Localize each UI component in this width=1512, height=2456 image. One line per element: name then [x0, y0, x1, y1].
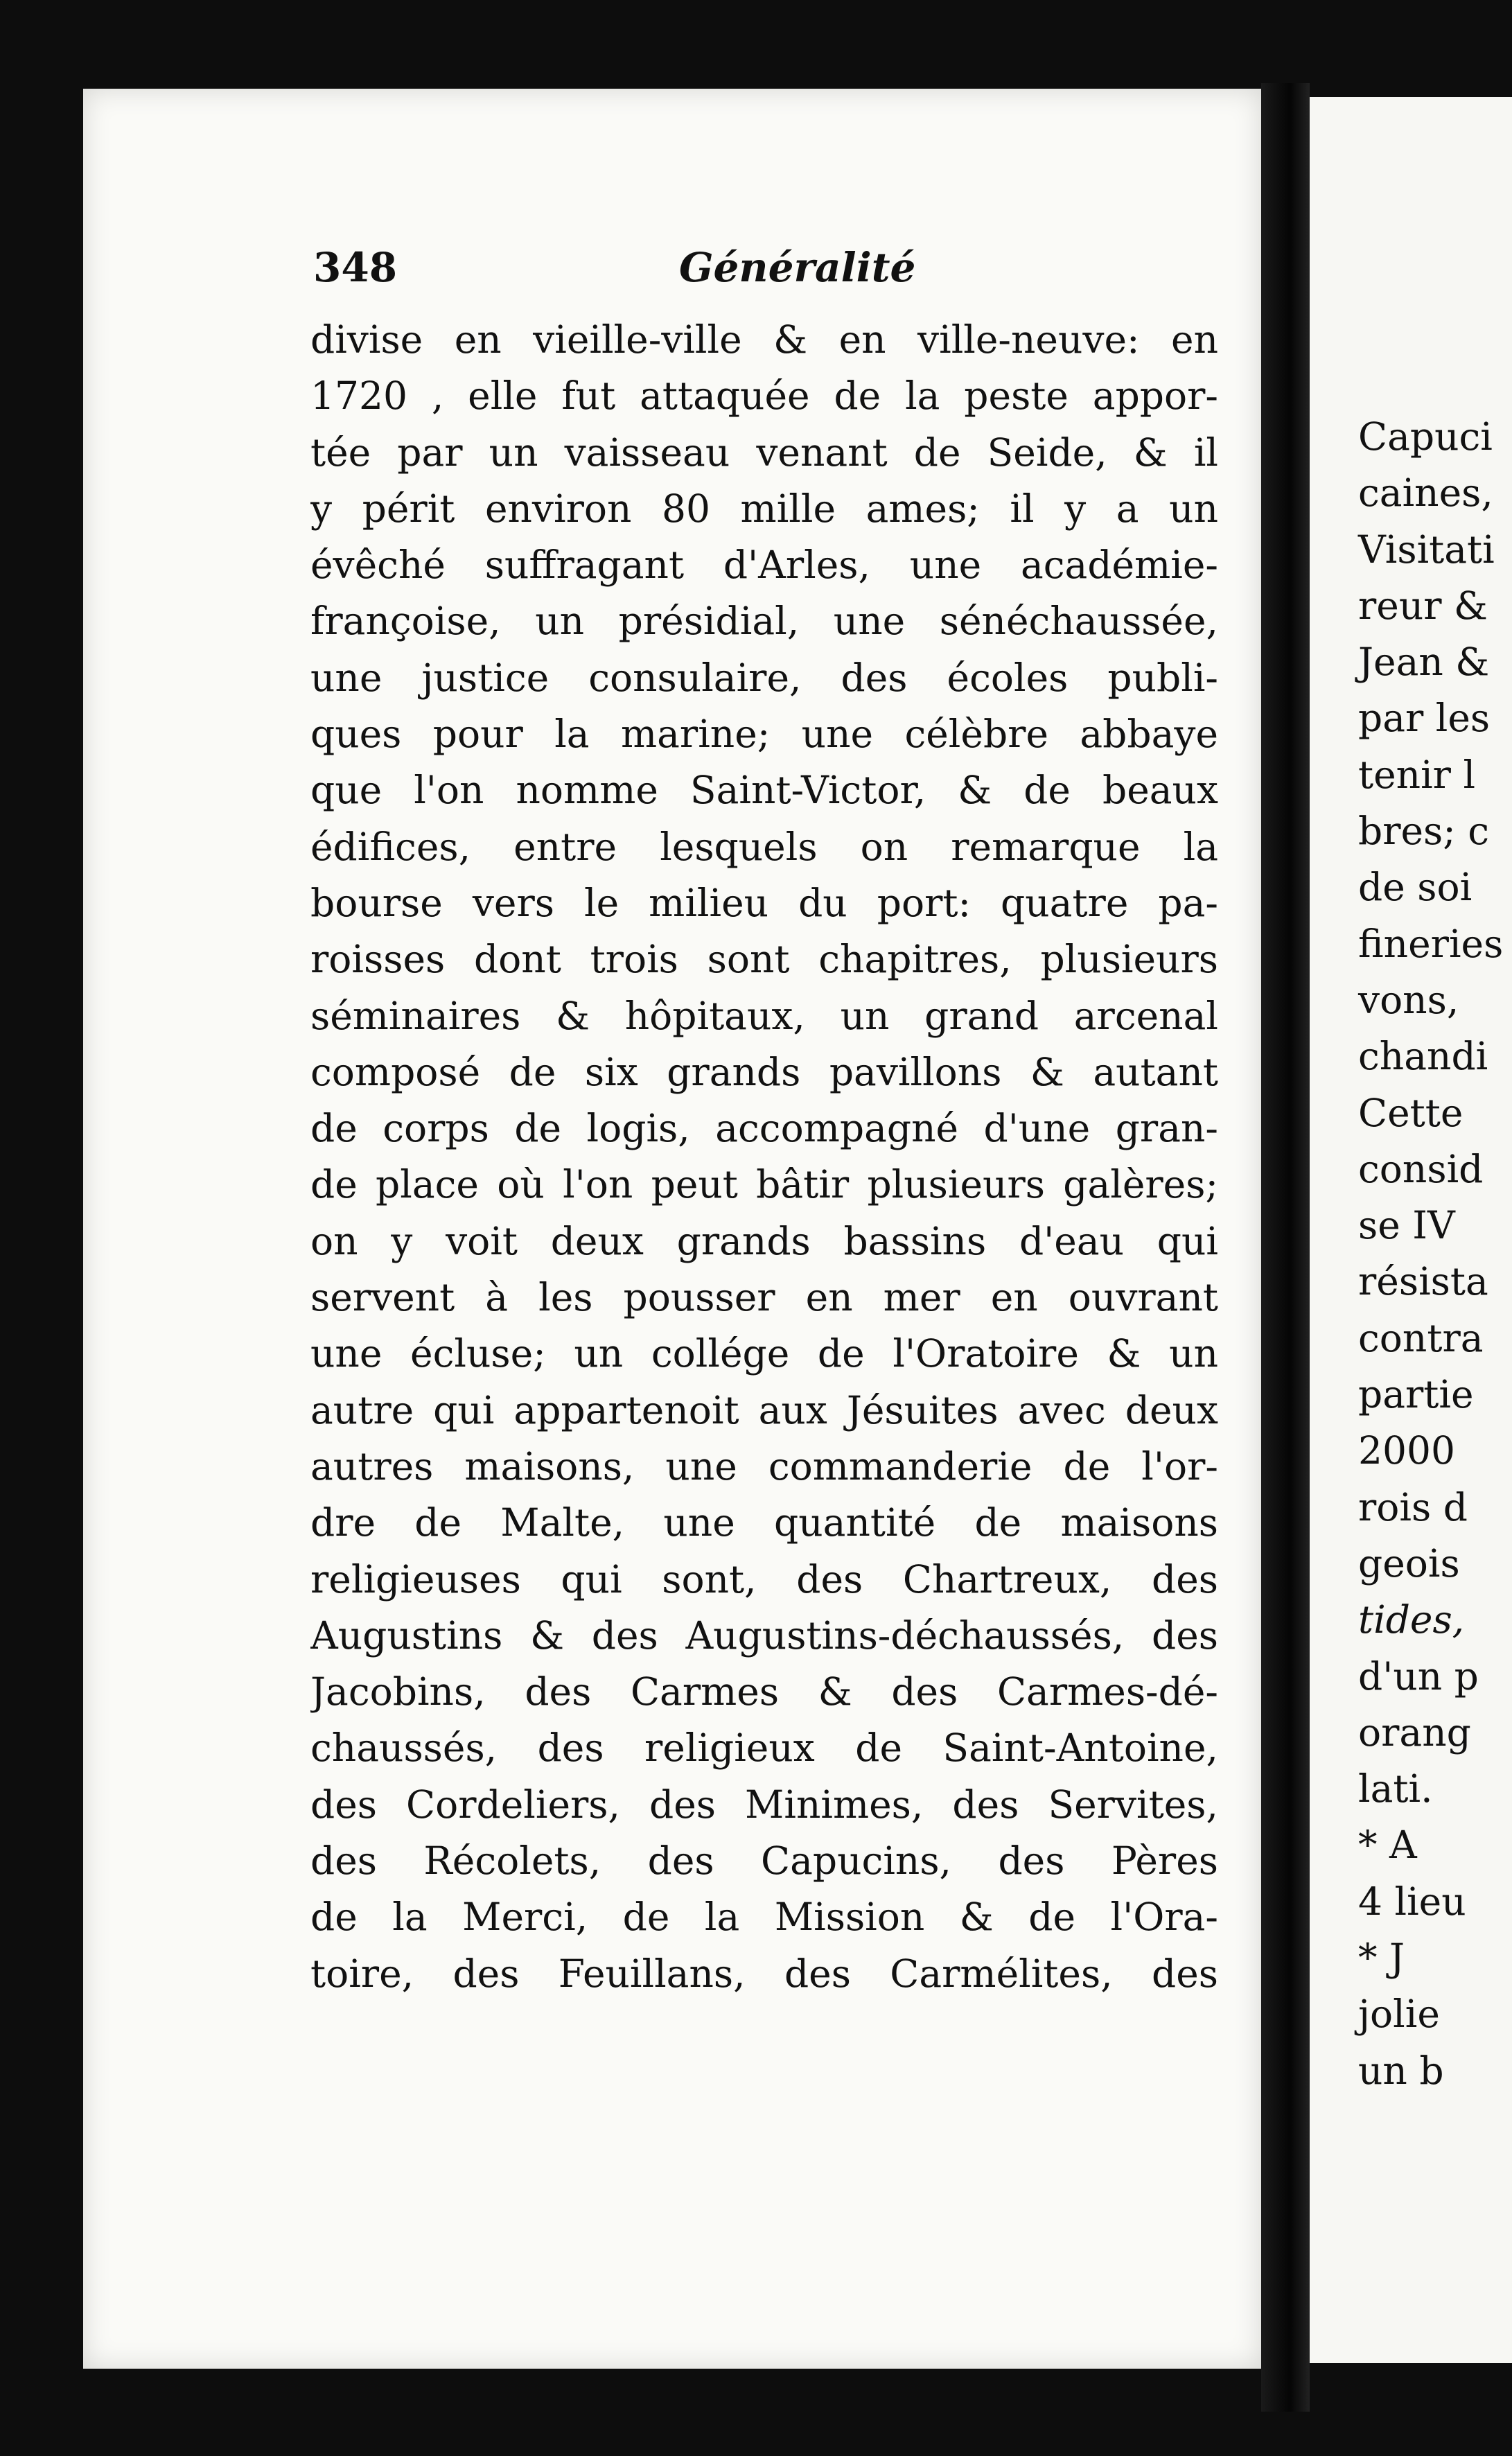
text-line: de corps de logis, accompagné d'une gran- [310, 1106, 1218, 1151]
facing-line: jolie [1358, 1992, 1440, 2037]
text-line: servent à les pousser en mer en ouvrant [310, 1275, 1218, 1320]
facing-line: * A [1358, 1823, 1417, 1868]
text-line: composé de six grands pavillons & autant [310, 1049, 1218, 1094]
facing-line: tides, [1358, 1597, 1465, 1642]
facing-line: de soi [1358, 865, 1473, 910]
text-line: des Cordeliers, des Minimes, des Servites, [310, 1782, 1218, 1827]
facing-line: 4 lieu [1358, 1879, 1466, 1924]
text-line: chaussés, des religieux de Saint-Antoine, [310, 1726, 1218, 1771]
facing-line: 2000 [1358, 1428, 1455, 1473]
facing-line: partie [1358, 1372, 1474, 1417]
text-line: ques pour la marine; une célèbre abbaye [310, 712, 1218, 757]
facing-line: d'un p [1358, 1654, 1479, 1699]
text-line: toire, des Feuillans, des Carmélites, des [310, 1951, 1218, 1996]
text-line: une justice consulaire, des écoles publi- [310, 655, 1218, 700]
facing-line: * J [1358, 1936, 1405, 1981]
page-header [229, 244, 1227, 320]
facing-line: caines, [1358, 471, 1493, 516]
running-title: Généralité [679, 244, 916, 291]
facing-line: chandi [1358, 1034, 1488, 1079]
text-line: édifices, entre lesquels on remarque la [310, 824, 1218, 869]
facing-line: lati. [1358, 1766, 1433, 1812]
text-line: tée par un vaisseau venant de Seide, & il [310, 430, 1218, 475]
facing-page-text [1358, 409, 1503, 2099]
text-line: Augustins & des Augustins-déchaussés, des [310, 1613, 1218, 1658]
text-line: de la Merci, de la Mission & de l'Ora- [310, 1895, 1218, 1940]
facing-line: Cette [1358, 1090, 1463, 1135]
facing-line: se IV [1358, 1203, 1455, 1248]
facing-page [1310, 97, 1512, 2363]
text-line: dre de Malte, une quantité de maisons [310, 1500, 1218, 1545]
facing-line: consid [1358, 1146, 1484, 1191]
facing-line: vons, [1358, 977, 1459, 1022]
text-line: françoise, un présidial, une sénéchaussée, [310, 599, 1218, 644]
text-line: bourse vers le milieu du port: quatre pa- [310, 880, 1218, 925]
facing-line: bres; c [1358, 809, 1490, 854]
facing-line: geois [1358, 1541, 1460, 1586]
facing-line: Jean & [1358, 640, 1490, 685]
page-number: 348 [313, 244, 398, 291]
facing-line: par les [1358, 696, 1491, 741]
body-text [310, 312, 1218, 2002]
facing-line: résista [1358, 1259, 1488, 1304]
text-line: Jacobins, des Carmes & des Carmes-dé- [310, 1669, 1218, 1714]
facing-line: rois d [1358, 1484, 1468, 1529]
facing-line: reur & [1358, 583, 1488, 628]
text-line: roisses dont trois sont chapitres, plusieurs [310, 937, 1218, 982]
text-line: des Récolets, des Capucins, des Pères [310, 1839, 1218, 1884]
text-line: on y voit deux grands bassins d'eau qui [310, 1218, 1218, 1263]
text-line: 1720 , elle fut attaquée de la peste appor- [310, 374, 1218, 419]
text-line: autre qui appartenoit aux Jésuites avec deux [310, 1387, 1218, 1432]
text-line: religieuses qui sont, des Chartreux, des [310, 1556, 1218, 1602]
text-line: une écluse; un collége de l'Oratoire & un [310, 1331, 1218, 1376]
book-gutter [1261, 83, 1310, 2412]
text-line: autres maisons, une commanderie de l'or- [310, 1444, 1218, 1489]
text-line: évêché suffragant d'Arles, une académie- [310, 543, 1218, 588]
text-line: y périt environ 80 mille ames; il y a un [310, 486, 1218, 531]
text-line: divise en vieille-ville & en ville-neuve: en [310, 317, 1218, 362]
text-line: de place où l'on peut bâtir plusieurs galères; [310, 1162, 1218, 1207]
facing-line: contra [1358, 1315, 1484, 1360]
facing-line: fineries [1358, 921, 1504, 966]
facing-line: tenir l [1358, 752, 1476, 797]
facing-line: Capuci [1358, 414, 1493, 459]
text-line: que l'on nomme Saint-Victor, & de beaux [310, 768, 1218, 813]
text-line: séminaires & hôpitaux, un grand arcenal [310, 993, 1218, 1038]
facing-line: Visitati [1358, 527, 1495, 572]
facing-line: un b [1358, 2048, 1444, 2093]
facing-line: orang [1358, 1710, 1471, 1755]
